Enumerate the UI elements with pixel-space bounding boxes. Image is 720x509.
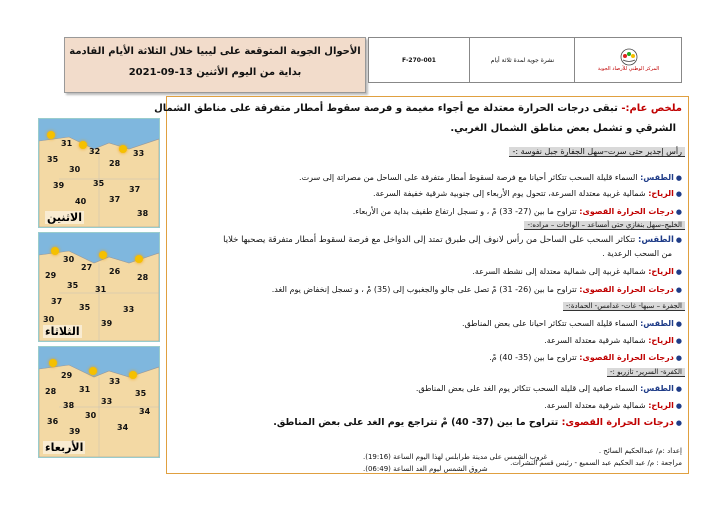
region-weather: ●الطقس: السماء قليلة السحب تتكاثر احيانا على بعض المناطق. <box>461 319 682 328</box>
reviewed-by: مراجعة : م/ عبد الحكيم عبد السميع - رئيس قسم النشرات. <box>510 459 682 467</box>
map-temp: 28 <box>45 387 57 396</box>
map-temp: 35 <box>93 179 105 188</box>
map-temp: 35 <box>67 281 79 290</box>
summary-line1 <box>154 103 682 114</box>
region-wind: ●الرياح: شمالية شرقية معتدلة السرعة. <box>544 401 682 410</box>
map-day-label: الثلاثاء <box>45 325 80 338</box>
sun-icon <box>129 371 137 379</box>
prepared-by: إعداد :م/ عبدالحكيم السائح . <box>598 447 682 455</box>
region-heading: الجفرة – سبها- غات- غدامس- الحمادة:- <box>563 302 685 311</box>
bulletin-title-box <box>64 37 366 93</box>
map-temp: 34 <box>139 407 151 416</box>
map-temp: 33 <box>133 149 145 158</box>
bulletin-date: بداية من اليوم الأثنين 13-09-2021 <box>128 67 302 78</box>
sun-icon <box>49 359 57 367</box>
bulletin-title: الأحوال الجوية المتوقعة على ليبيا خلال الثلاثة الأيام القادمة <box>69 46 361 57</box>
wind-label: الرياح: <box>648 189 674 198</box>
temp-text: تتراوح ما بين (26- 31) مْ تصل على جالو والجغبوب إلى (35) مْ ، و تسجل إنخفاض يوم الغد. <box>271 285 580 294</box>
region-wind: ●الرياح: شمالية غربية معتدلة السرعة، تتحول يوم الأربعاء إلى جنوبية شرقية خفيفة السرعة. <box>372 189 682 198</box>
map-temp: 39 <box>53 181 65 190</box>
wind-label: الرياح: <box>648 336 674 345</box>
map-temp: 30 <box>43 315 55 324</box>
weather-label: الطقس: <box>637 235 674 245</box>
sun-icon <box>99 251 107 259</box>
region-temp: ●درجات الحرارة القصوى: تتراوح ما بين (26- 31) مْ تصل على جالو والجغبوب إلى (35) مْ ، و تسجل إنخفاض يوم الغد. <box>271 285 682 294</box>
map-temp: 37 <box>51 297 63 306</box>
map-temp: 29 <box>45 271 57 280</box>
weather-text: تتكاثر السحب على الساحل من رأس لانوف إلى طبرق تمتد إلى الدواخل مع فرصة لسقوط أمطار متفرقة يصحبها خلايا <box>223 235 638 245</box>
forecast-map-day3 <box>38 346 160 458</box>
region-weather: ●الطقس: السماء قليلة السحب تتكاثر أحيانا مع فرصة لسقوط أمطار متفرقة على الساحل من مصراتة إلى سرت. <box>299 173 682 182</box>
weather-text: السماء قليلة السحب تتكاثر احيانا على بعض المناطق. <box>461 319 641 328</box>
sunset-time: غروب الشمس على مدينة طرابلس لهذا اليوم الساعة (19:16). <box>363 453 548 461</box>
forecast-map-day2 <box>38 232 160 342</box>
map-day-label: الاثنين <box>47 211 82 224</box>
map-temp: 26 <box>109 267 121 276</box>
region-wind: ●الرياح: شمالية غربية إلى شمالية معتدلة إلى نشطة السرعة. <box>472 267 682 276</box>
temp-label: درجات الحرارة القصوى: <box>579 285 674 294</box>
sun-icon <box>47 131 55 139</box>
temp-text: تتراوح ما بين (37- 40) مْ تتراجع يوم الغد على بعض المناطق. <box>273 417 562 428</box>
map-temp: 38 <box>63 401 75 410</box>
map-temp: 38 <box>137 209 149 218</box>
temp-text: تتراوح ما بين (35- 40) مْ. <box>489 353 580 362</box>
sun-icon <box>79 141 87 149</box>
map-temp: 31 <box>95 285 107 294</box>
center-name: المركز الوطني للأرصاد الجوية <box>597 66 660 72</box>
wind-label: الرياح: <box>648 401 674 410</box>
region-heading: رأس إجدير حتى سرت–سهل الجفارة جبل نفوسة :- <box>509 147 685 157</box>
map-temp: 31 <box>79 385 91 394</box>
map-temp: 39 <box>101 319 113 328</box>
form-title: نشرة جوية لمدة ثلاثة أيام <box>469 38 575 82</box>
weather-text: السماء قليلة السحب تتكاثر أحيانا مع فرصة لسقوط أمطار متفرقة على الساحل من مصراتة إلى سرت. <box>299 173 641 182</box>
weather-text: السماء صافية إلى قليلة السحب تتكاثر يوم الغد على بعض المناطق. <box>415 384 641 393</box>
map-temp: 36 <box>47 417 59 426</box>
map-temp: 31 <box>61 139 73 148</box>
weather-label: الطقس: <box>640 173 674 182</box>
map-temp: 37 <box>109 195 121 204</box>
map-temp: 30 <box>85 411 97 420</box>
form-code: F-270-001 <box>402 56 436 64</box>
region-temp: ●درجات الحرارة القصوى: تتراوح ما بين (35- 40) مْ. <box>489 353 682 362</box>
region-temp: ●درجات الحرارة القصوى: تتراوح ما بين (27- 33) مْ ، و تسجل ارتفاع طفيف بداية من الأربعاء. <box>352 207 682 216</box>
weather-label: الطقس: <box>640 384 674 393</box>
map-temp: 35 <box>135 389 147 398</box>
map-temp: 30 <box>69 165 81 174</box>
map-temp: 27 <box>81 263 93 272</box>
region-weather: ●الطقس: تتكاثر السحب على الساحل من رأس لانوف إلى طبرق تمتد إلى الدواخل مع فرصة لسقوط أمطار متفرقة يصحبها خلايا <box>223 235 682 245</box>
map-temp: 29 <box>61 371 73 380</box>
sun-icon <box>51 247 59 255</box>
wind-text: شمالية شرقية معتدلة السرعة. <box>544 336 649 345</box>
map-temp: 39 <box>69 427 81 436</box>
forecast-panel <box>154 96 689 474</box>
map-temp: 33 <box>101 397 113 406</box>
map-temp: 33 <box>109 377 121 386</box>
wind-text: شمالية شرقية معتدلة السرعة. <box>544 401 649 410</box>
sun-icon <box>89 367 97 375</box>
map-temp: 30 <box>63 255 75 264</box>
map-temp: 35 <box>47 155 59 164</box>
form-header-table <box>368 37 682 83</box>
temp-label: درجات الحرارة القصوى: <box>579 207 674 216</box>
wind-text: شمالية غربية معتدلة السرعة، تتحول يوم الأربعاء إلى جنوبية شرقية خفيفة السرعة. <box>372 189 649 198</box>
region-heading: الكفرة- السرير- تازربو :- <box>607 368 685 377</box>
summary-line2: الشرقي و تشمل بعض مناطق الشمال الغربي. <box>450 123 676 134</box>
temp-label: درجات الحرارة القصوى: <box>561 417 674 428</box>
map-temp: 33 <box>123 305 135 314</box>
map-temp: 28 <box>109 159 121 168</box>
center-cell <box>574 38 682 82</box>
region-wind: ●الرياح: شمالية شرقية معتدلة السرعة. <box>544 336 682 345</box>
summary-text1: تبقى درجات الحرارة معتدلة مع أجواء مغيمة و فرصة سقوط أمطار متفرقة على مناطق الشمال <box>154 103 622 114</box>
region-weather-cont: من السحب الرعدية . <box>602 249 672 258</box>
region-temp: ●درجات الحرارة القصوى: تتراوح ما بين (37- 40) مْ تتراجع يوم الغد على بعض المناطق. <box>273 417 682 428</box>
map-temp: 32 <box>89 147 101 156</box>
map-temp: 40 <box>75 197 87 206</box>
map-temp: 28 <box>137 273 149 282</box>
region-heading: الخليج–سهل بنغازي حتى أمساعد – الواحات – مراده:- <box>524 221 685 230</box>
sun-icon <box>119 145 127 153</box>
summary-label: ملخص عام:- <box>621 103 682 114</box>
met-center-logo-icon <box>619 48 639 66</box>
wind-text: شمالية غربية إلى شمالية معتدلة إلى نشطة السرعة. <box>472 267 649 276</box>
map-temp: 35 <box>79 303 91 312</box>
map-day-label: الأربعاء <box>45 441 84 454</box>
sunrise-time: شروق الشمس ليوم الغد الساعة (06:49). <box>363 465 488 473</box>
weather-label: الطقس: <box>640 319 674 328</box>
temp-text: تتراوح ما بين (27- 33) مْ ، و تسجل ارتفاع طفيف بداية من الأربعاء. <box>352 207 580 216</box>
temp-label: درجات الحرارة القصوى: <box>579 353 674 362</box>
region-weather: ●الطقس: السماء صافية إلى قليلة السحب تتكاثر يوم الغد على بعض المناطق. <box>415 384 682 393</box>
forecast-map-day1 <box>38 118 160 228</box>
sun-icon <box>135 255 143 263</box>
wind-label: الرياح: <box>648 267 674 276</box>
map-temp: 34 <box>117 423 129 432</box>
map-temp: 37 <box>129 185 141 194</box>
